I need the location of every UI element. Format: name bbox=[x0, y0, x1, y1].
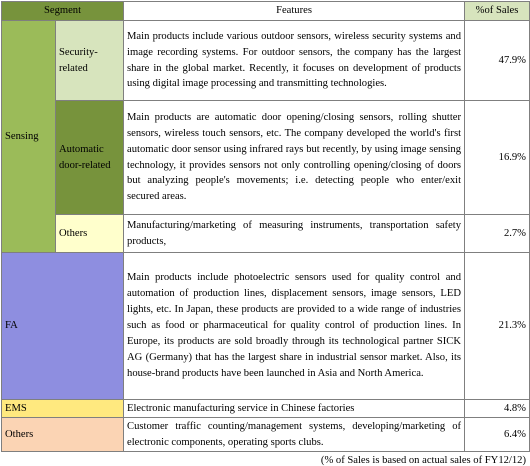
subsegment-security: Security-related bbox=[56, 21, 124, 101]
pct-others: 6.4% bbox=[465, 418, 530, 452]
segment-ems: EMS bbox=[2, 400, 124, 418]
segment-others: Others bbox=[2, 418, 124, 452]
header-segment: Segment bbox=[2, 2, 124, 21]
footnote: (% of Sales is based on actual sales of FY12/12) bbox=[320, 455, 526, 466]
subsegment-sensing-others: Others bbox=[56, 215, 124, 253]
segment-table-container bbox=[1, 1, 529, 466]
segment-sensing: Sensing bbox=[2, 21, 56, 253]
table-row-sensing-automatic-door bbox=[2, 101, 530, 215]
features-sensing-others: Manufacturing/marketing of measuring instruments, transportation safety products, bbox=[124, 215, 465, 253]
subsegment-automatic-door: Automatic door-related bbox=[56, 101, 124, 215]
table-row-sensing-security bbox=[2, 21, 530, 101]
features-fa: Main products include photoelectric sensors used for quality control and automation of production lines, displacement sensors, image sensors, LED lights, etc. In Japan, these products are provided to a wide range of industries such as food or pharmaceutical for quality control of production lines. In Europe, its products are sold broadly through its technological partner SICK AG (Germany) that has the largest share in industrial sensor market. Also, its house-brand products have been launched in Asia and North America. bbox=[124, 253, 465, 400]
header-pct-of-sales: %of Sales bbox=[465, 2, 530, 21]
features-ems: Electronic manufacturing service in Chinese factories bbox=[124, 400, 465, 418]
segment-fa: FA bbox=[2, 253, 124, 400]
table-row-sensing-others bbox=[2, 215, 530, 253]
table-row-others bbox=[2, 418, 530, 452]
header-features: Features bbox=[124, 2, 465, 21]
pct-automatic-door: 16.9% bbox=[465, 101, 530, 215]
features-automatic-door: Main products are automatic door opening/closing sensors, rolling shutter sensors, wireless touch sensors, etc. The company developed the world's first automatic door sensor using infrared rays but recently, by using image sensing technology, it provides sensors not only controlling opening/closing of doors but analyzing people's movements; i.e. detecting people who enter/exit secured areas. bbox=[124, 101, 465, 215]
pct-sensing-others: 2.7% bbox=[465, 215, 530, 253]
table-row-fa bbox=[2, 253, 530, 400]
features-security: Main products include various outdoor sensors, wireless security systems and image recording systems. For outdoor sensors, the company has the largest share in the global market. Recently, it focuses on development of products using digital image processing and transmitting technologies. bbox=[124, 21, 465, 101]
header-row bbox=[2, 2, 530, 21]
pct-security: 47.9% bbox=[465, 21, 530, 101]
table-row-ems bbox=[2, 400, 530, 418]
features-others: Customer traffic counting/management systems, developing/marketing of electronic components, operating sports clubs. bbox=[124, 418, 465, 452]
pct-fa: 21.3% bbox=[465, 253, 530, 400]
pct-ems: 4.8% bbox=[465, 400, 530, 418]
segment-table bbox=[1, 1, 530, 452]
